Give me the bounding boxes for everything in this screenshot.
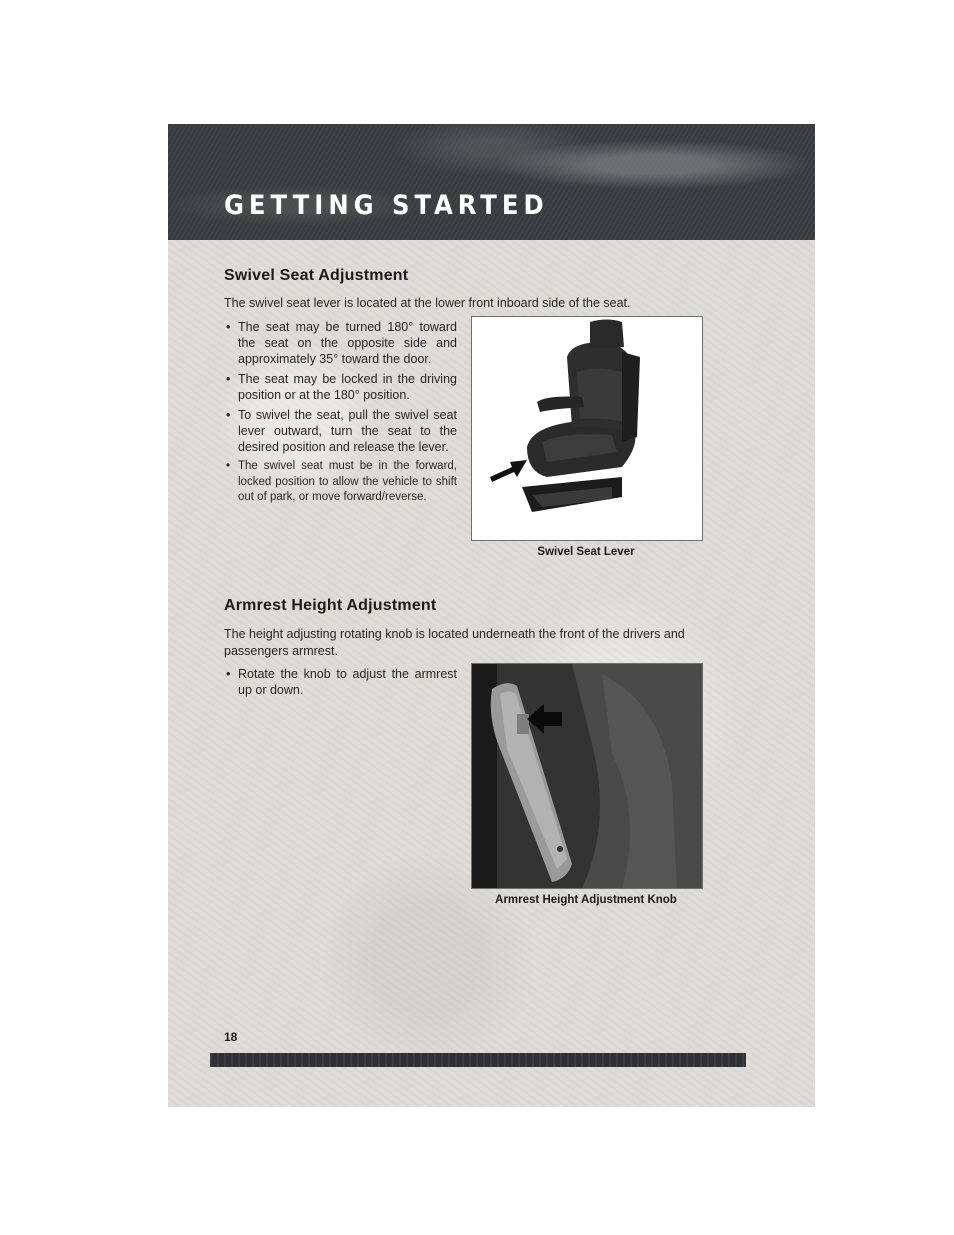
footer-bar: [210, 1053, 746, 1067]
manual-page: [168, 124, 815, 1107]
list-item: • The seat may be turned 180° toward the seat on the opposite side and approximately 35° toward the door.: [224, 319, 457, 367]
swivel-seat-figure: [471, 316, 703, 541]
swivel-seat-image: [472, 317, 702, 540]
swivel-seat-bullets: [224, 319, 457, 510]
armrest-figure: [471, 663, 703, 889]
armrest-bullets: [224, 666, 457, 702]
list-item: • Rotate the knob to adjust the armrest up or down.: [224, 666, 457, 698]
list-item: • To swivel the seat, pull the swivel seat lever outward, turn the seat to the desired position and release the lever.: [224, 407, 457, 455]
page-number: 18: [224, 1030, 238, 1044]
swivel-seat-caption: Swivel Seat Lever: [537, 546, 635, 558]
armrest-knob-image: [472, 664, 702, 888]
armrest-caption: Armrest Height Adjustment Knob: [495, 894, 677, 906]
list-item: • The seat may be locked in the driving position or at the 180° position.: [224, 371, 457, 403]
swivel-seat-heading: Swivel Seat Adjustment: [224, 267, 409, 284]
list-item: • The swivel seat must be in the forward, locked position to allow the vehicle to shift out of park, or move forward/reverse.: [224, 459, 457, 506]
chapter-title: GETTING STARTED: [224, 190, 549, 221]
swivel-seat-intro: The swivel seat lever is located at the lower front inboard side of the seat.: [224, 296, 631, 310]
armrest-intro: The height adjusting rotating knob is located underneath the front of the drivers and passengers armrest.: [224, 627, 685, 658]
armrest-heading: Armrest Height Adjustment: [224, 597, 437, 614]
section-header-banner: [168, 124, 815, 240]
